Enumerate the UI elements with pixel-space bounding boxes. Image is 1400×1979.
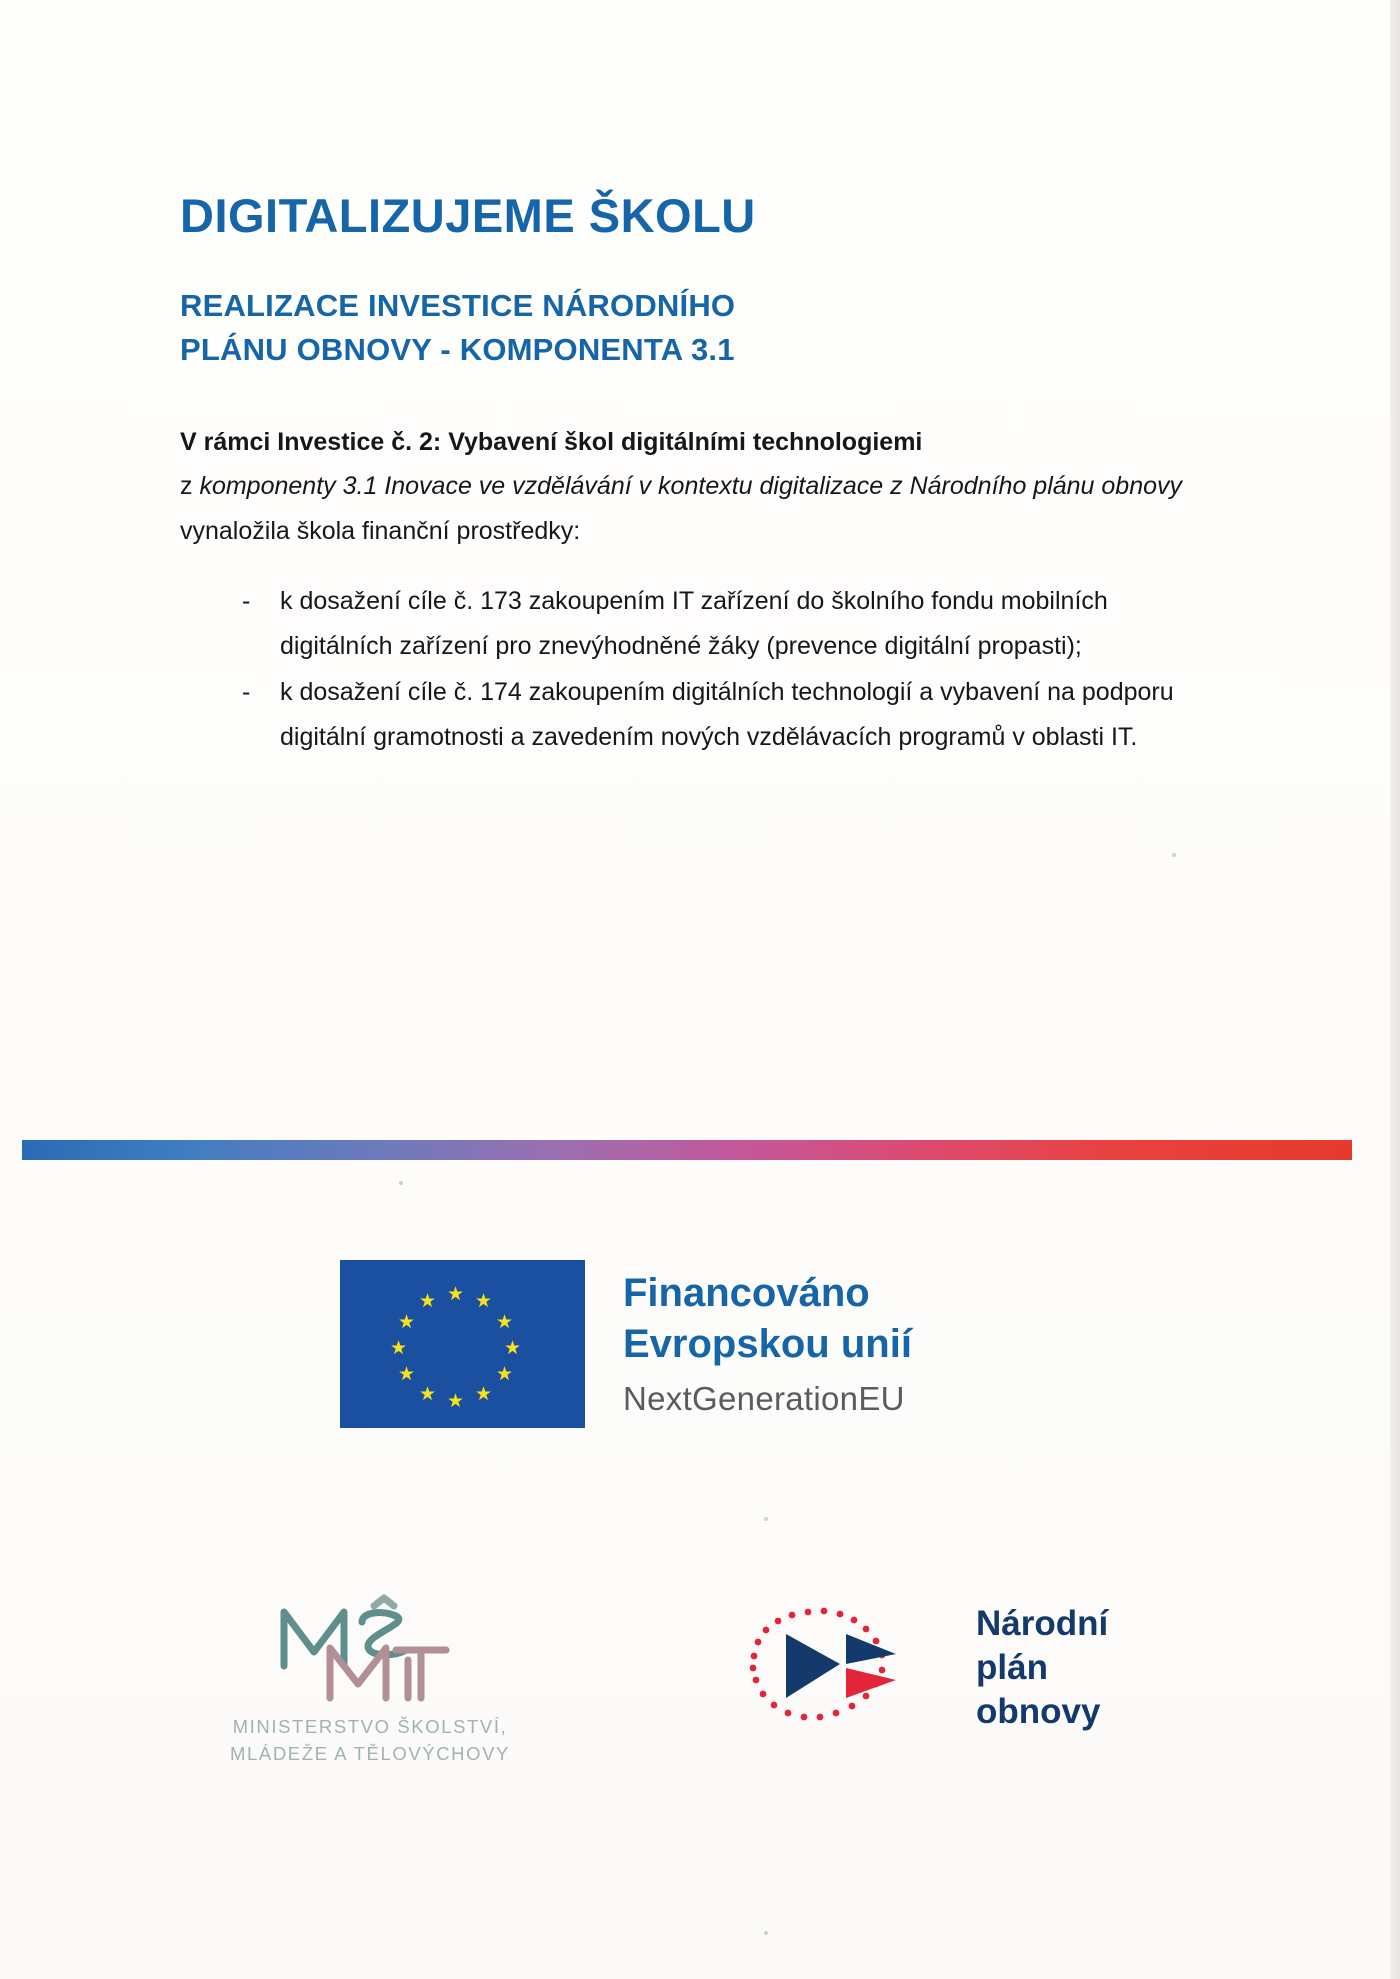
scan-artifact <box>764 1931 768 1935</box>
ministry-name <box>200 1714 540 1768</box>
eu-heading-line-1: Financováno <box>623 1271 870 1315</box>
paragraph-plain-start: z <box>180 472 200 501</box>
document-content <box>180 190 1190 761</box>
eu-subheading: NextGenerationEU <box>623 1380 905 1418</box>
ministry-logo <box>200 1590 540 1768</box>
paragraph-italic-2: Národního plánu obnovy <box>909 472 1183 501</box>
subtitle-line-2: PLÁNU OBNOVY - KOMPONENTA 3.1 <box>180 331 735 367</box>
npo-name-line-1: Národní <box>976 1603 1109 1643</box>
investment-lead: V rámci Investice č. 2: Vybavení škol digitálními technologiemi <box>180 427 923 456</box>
scan-artifact <box>1172 853 1176 857</box>
npo-name-line-2: plán <box>976 1647 1048 1687</box>
scan-artifact <box>764 1517 768 1521</box>
page-title: DIGITALIZUJEME ŠKOLU <box>180 189 756 242</box>
goals-list <box>180 579 1190 759</box>
paragraph-plain-end: vynaložila škola finanční prostředky: <box>180 516 581 545</box>
goal-text: k dosažení cíle č. 174 zakoupením digitálních technologií a vybavení na podporu digitální gramotnosti a zavedením nových vzdělávacích programů v oblasti IT. <box>280 678 1174 751</box>
gradient-divider <box>22 1140 1352 1160</box>
page-subtitle <box>180 284 1190 372</box>
list-item <box>242 579 1190 668</box>
paragraph-italic-1: komponenty 3.1 Inovace ve vzdělávání v kontextu digitalizace z <box>199 472 903 501</box>
npo-logo <box>740 1598 1108 1738</box>
bullet-dash-icon: - <box>242 587 251 616</box>
body-text <box>180 420 1190 760</box>
eu-funding-block <box>340 1260 912 1428</box>
eu-flag-icon: ★ ★ ★ ★ ★ ★ ★ ★ ★ ★ ★ ★ <box>340 1260 585 1428</box>
bullet-dash-icon: - <box>242 678 251 707</box>
eu-funding-text <box>623 1260 912 1418</box>
npo-name-line-3: obnovy <box>976 1692 1101 1732</box>
npo-name <box>976 1602 1108 1734</box>
ministry-name-line-2: MLÁDEŽE A TĚLOVÝCHOVY <box>229 1742 510 1764</box>
goal-text: k dosažení cíle č. 173 zakoupením IT zařízení do školního fondu mobilních digitálních zařízení pro znevýhodněné žáky (prevence digitální propasti); <box>280 587 1108 660</box>
subtitle-line-1: REALIZACE INVESTICE NÁRODNÍHO <box>180 287 736 323</box>
ministry-name-line-1: MINISTERSTVO ŠKOLSTVÍ, <box>232 1716 508 1737</box>
scan-artifact <box>399 1181 403 1185</box>
npo-arrow-icon <box>740 1598 950 1738</box>
msmt-monogram-icon <box>200 1590 540 1708</box>
investment-paragraph <box>180 464 1190 553</box>
eu-heading-line-2: Evropskou unií <box>623 1322 912 1367</box>
logo-row <box>0 1590 1400 1820</box>
list-item <box>242 670 1190 759</box>
